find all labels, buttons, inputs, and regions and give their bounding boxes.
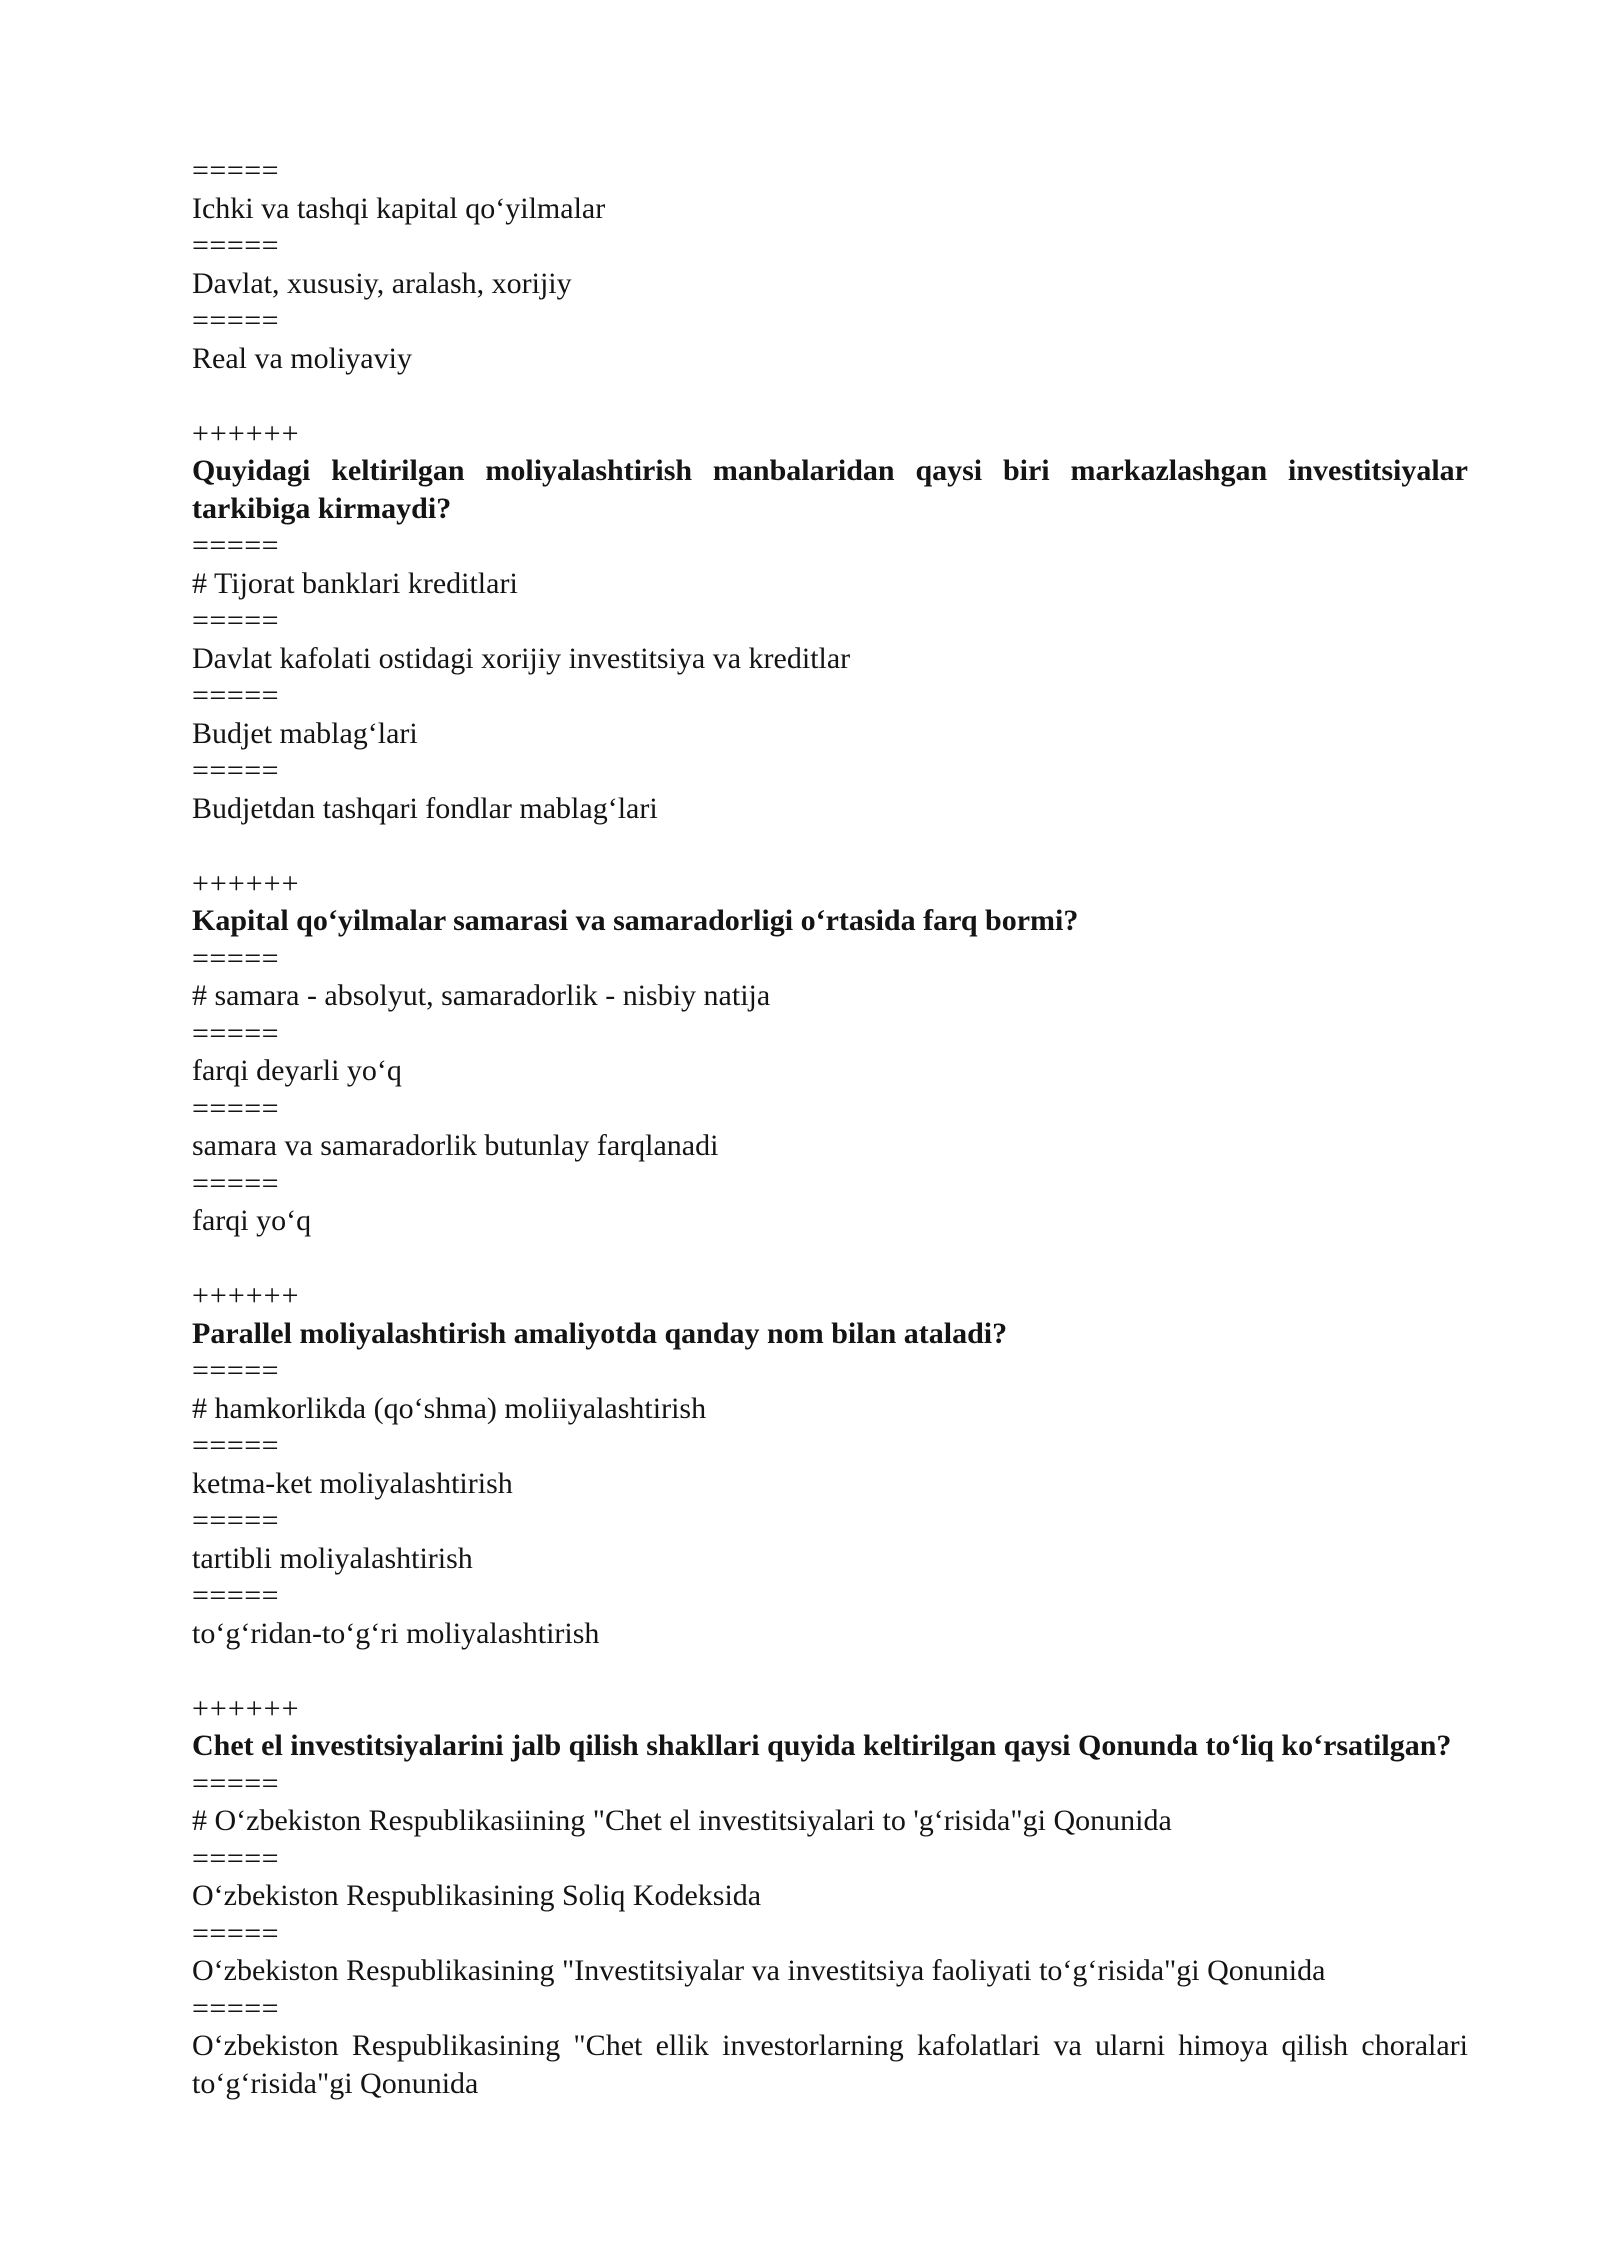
separator: =====	[192, 679, 280, 712]
blank-line	[192, 1652, 1468, 1690]
document-page	[192, 152, 1468, 2102]
separator: =====	[192, 154, 280, 187]
question-marker: ++++++	[192, 866, 300, 900]
separator: =====	[192, 1766, 280, 1800]
option-text: tartibli moliyalashtirish	[192, 1541, 473, 1575]
separator: =====	[192, 941, 280, 975]
question-text: Kapital qo‘yilmalar samarasi va samaradorligi o‘rtasida farq bormi?	[192, 904, 1079, 937]
option-text: Davlat, xususiy, aralash, xorijiy	[192, 266, 572, 300]
blank-line	[192, 377, 1468, 415]
separator: =====	[192, 529, 280, 562]
option-text: Real va moliyaviy	[192, 341, 412, 375]
option-text: samara va samaradorlik butunlay farqlanadi	[192, 1129, 719, 1162]
option-text: O‘zbekiston Respublikasining Soliq Kodeksida	[192, 1879, 762, 1912]
separator: =====	[192, 304, 280, 337]
separator: =====	[192, 1166, 280, 1200]
option-text: to‘g‘ridan-to‘g‘ri moliyalashtirish	[192, 1616, 600, 1650]
question-text: Quyidagi keltirilgan moliyalashtirish manbalaridan qaysi biri markazlashgan investitsiyalar tarkibiga kirmaydi?	[192, 454, 1468, 525]
option-text: Budjetdan tashqari fondlar mablag‘lari	[192, 791, 658, 825]
separator: =====	[192, 1091, 280, 1125]
separator: =====	[192, 604, 280, 637]
option-text: farqi deyarli yo‘q	[192, 1054, 402, 1087]
blank-line	[192, 1240, 1468, 1278]
separator: =====	[192, 1916, 280, 1950]
separator: =====	[192, 1016, 280, 1050]
question-marker: ++++++	[192, 1691, 300, 1725]
option-text: Budjet mablag‘lari	[192, 716, 418, 750]
question-marker: ++++++	[192, 416, 300, 450]
option-text: farqi yo‘q	[192, 1204, 312, 1237]
separator: =====	[192, 229, 280, 262]
option-text: # samara - absolyut, samaradorlik - nisbiy natija	[192, 979, 771, 1012]
option-text: # O‘zbekiston Respublikasiining "Chet el investitsiyalari to 'g‘risida"gi Qonunida	[192, 1804, 1172, 1837]
option-text: O‘zbekiston Respublikasining "Chet ellik investorlarning kafolatlari va ularni himoya qilish choralari to‘g‘risida"gi Qonunida	[192, 2029, 1468, 2100]
separator: =====	[192, 1354, 280, 1387]
question-marker: ++++++	[192, 1279, 300, 1312]
separator: =====	[192, 1429, 280, 1462]
separator: =====	[192, 1841, 280, 1875]
blank-line	[192, 827, 1468, 865]
separator: =====	[192, 754, 280, 787]
option-text: ketma-ket moliyalashtirish	[192, 1466, 513, 1500]
question-text: Chet el investitsiyalarini jalb qilish shakllari quyida keltirilgan qaysi Qonunda to‘liq ko‘rsatilgan?	[192, 1729, 1452, 1762]
option-text: Davlat kafolati ostidagi xorijiy investitsiya va kreditlar	[192, 641, 851, 675]
option-text: O‘zbekiston Respublikasining "Investitsiyalar va investitsiya faoliyati to‘g‘risida"gi Qonunida	[192, 1954, 1326, 1987]
option-text: Ichki va tashqi kapital qo‘yilmalar	[192, 191, 606, 225]
option-text: # Tijorat banklari kreditlari	[192, 566, 518, 600]
separator: =====	[192, 1504, 280, 1537]
separator: =====	[192, 1991, 280, 2025]
question-text: Parallel moliyalashtirish amaliyotda qanday nom bilan ataladi?	[192, 1316, 1008, 1350]
separator: =====	[192, 1579, 280, 1612]
option-text: # hamkorlikda (qo‘shma) moliiyalashtirish	[192, 1391, 707, 1425]
